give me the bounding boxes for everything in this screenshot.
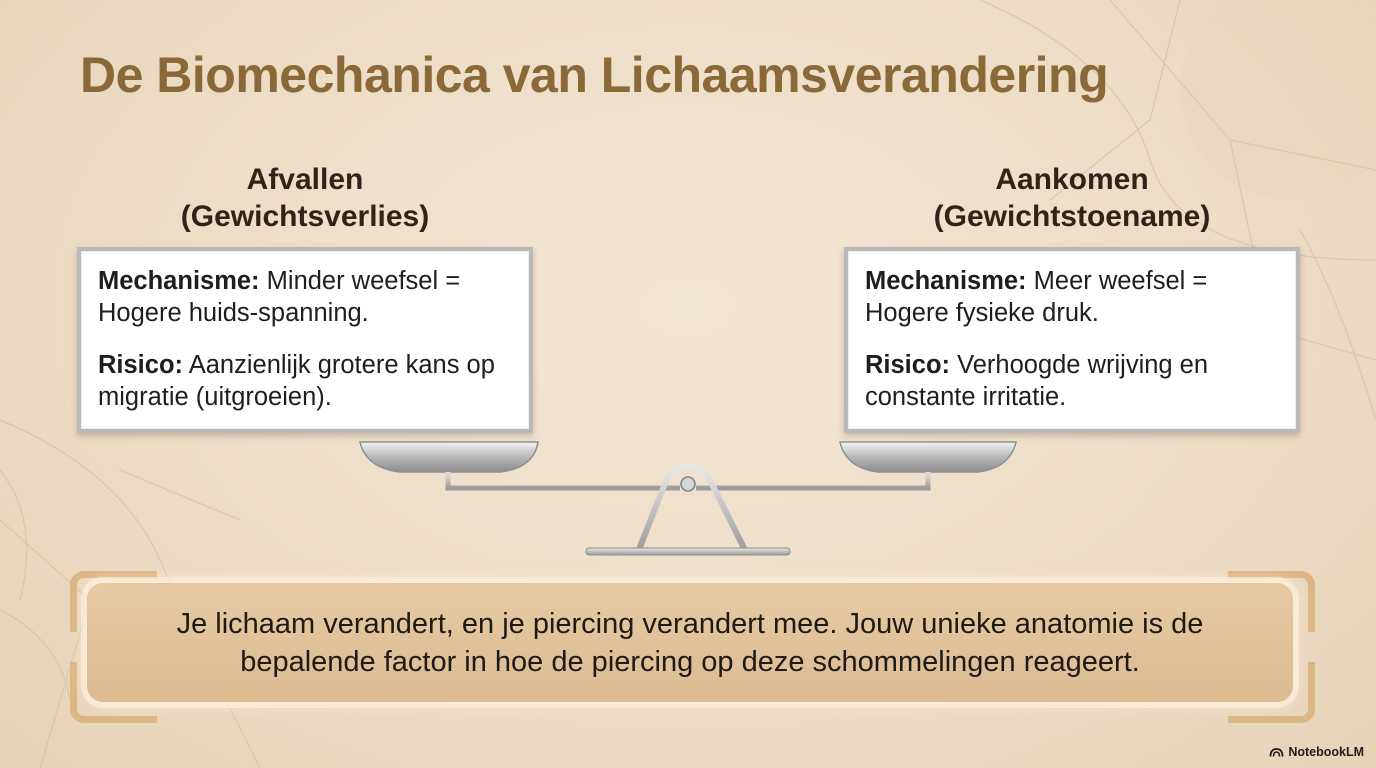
key-message-box — [87, 583, 1293, 702]
weight-gain-mechanism — [865, 265, 1280, 329]
weight-gain-card — [844, 247, 1300, 433]
mechanism-label: Mechanisme: — [98, 267, 260, 295]
weight-gain-heading-line1: Aankomen — [995, 163, 1149, 196]
risk-text: Aanzienlijk grotere kans op migratie (uitgroeien). — [98, 351, 495, 411]
mechanism-text: Meer weefsel = Hogere fysieke druk. — [865, 267, 1208, 327]
risk-label: Risico: — [98, 351, 184, 379]
page-title: De Biomechanica van Lichaamsverandering — [80, 47, 1109, 103]
notebooklm-logo-icon — [1269, 747, 1284, 757]
right-pan — [840, 442, 1016, 472]
weight-loss-mechanism — [98, 265, 513, 329]
weight-loss-heading — [115, 161, 495, 235]
weight-gain-heading-line2: (Gewichtstoename) — [933, 200, 1211, 233]
risk-text: Verhoogde wrijving en constante irritatie. — [865, 351, 1209, 411]
scale-pivot — [681, 477, 695, 491]
weight-gain-heading — [882, 161, 1262, 235]
mechanism-label: Mechanisme: — [865, 267, 1027, 295]
brand-name: NotebookLM — [1288, 745, 1364, 759]
weight-loss-heading-line2: (Gewichtsverlies) — [180, 200, 430, 233]
left-hanger — [448, 472, 680, 488]
brand-watermark — [1269, 745, 1364, 759]
weight-loss-card — [77, 247, 533, 433]
weight-gain-risk — [865, 349, 1280, 413]
key-message-text: Je lichaam verandert, en je piercing verandert mee. Jouw unieke anatomie is de bepalende factor in hoe de piercing op deze schommelingen reageert. — [176, 607, 1204, 678]
mechanism-text: Minder weefsel = Hogere huids-spanning. — [98, 267, 461, 327]
scale-base — [586, 548, 790, 555]
weight-loss-risk — [98, 349, 513, 413]
risk-label: Risico: — [865, 351, 951, 379]
weight-loss-heading-line1: Afvallen — [246, 163, 364, 196]
balance-scale-icon — [350, 436, 1030, 566]
left-pan — [360, 442, 538, 472]
right-hanger — [696, 472, 928, 488]
